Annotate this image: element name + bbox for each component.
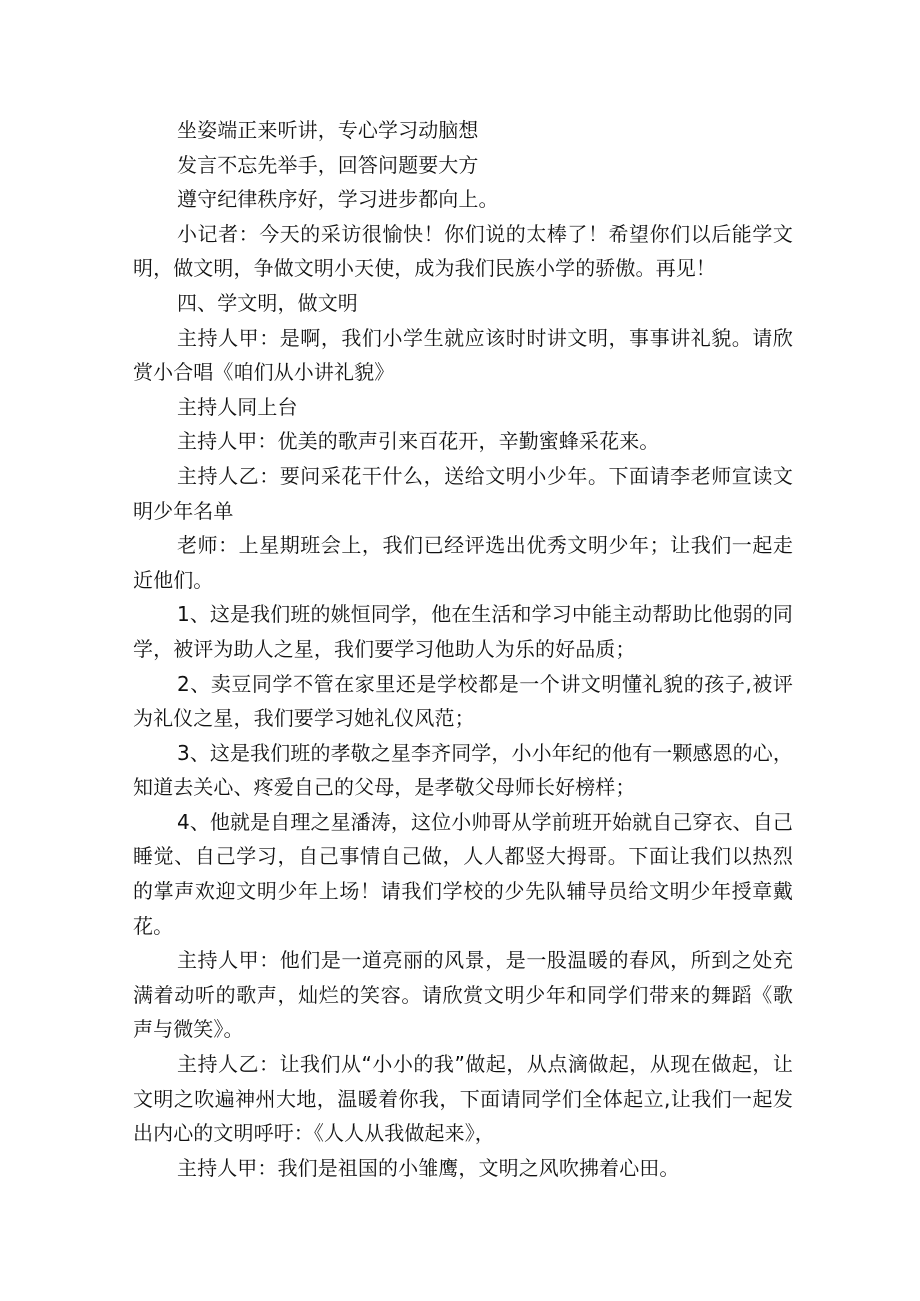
paragraph-rhyme-line-2: 发言不忘先举手，回答问题要大方 [177,152,479,177]
section-heading: 四、学文明，做文明 [177,290,358,315]
paragraph-star-1: 1、这是我们班的姚恒同学，他在生活和学习中能主动帮助比他弱的同学，被评为助人之星，我们要学习他助人为乐的好品质； [133,602,793,661]
paragraph-rhyme-line-1: 坐姿端正来听讲，专心学习动脑想 [177,118,479,142]
paragraph-host-a-dance: 主持人甲：他们是一道亮丽的风景，是一股温暖的春风，所到之处充满着动听的歌声，灿烂的笑容。请欣赏文明少年和同学们带来的舞蹈《歌声与微笑》。 [133,948,793,1042]
paragraph-star-2: 2、卖豆同学不管在家里还是学校都是一个讲文明懂礼貌的孩子,被评为礼仪之星，我们要学习她礼仪风范； [133,671,793,731]
paragraph-hosts-on-stage: 主持人同上台 [177,394,298,419]
paragraph-star-3: 3、这是我们班的孝敬之星李齐同学，小小年纪的他有一颗感恩的心，知道去关心、疼爱自己的父母，是孝敬父母师长好榜样； [133,740,793,800]
paragraph-rhyme-line-3: 遵守纪律秩序好，学习进步都向上。 [177,187,499,212]
document-body [133,113,793,1185]
paragraph-star-4: 4、他就是自理之星潘涛，这位小帅哥从学前班开始就自己穿衣、自己睡觉、自己学习，自己事情自己做，人人都竖大拇哥。下面让我们以热烈的掌声欢迎文明少年上场！请我们学校的少先队辅导员给文明少年授章戴花。 [133,809,793,938]
paragraph-host-a-closing: 主持人甲：我们是祖国的小雏鹰，文明之风吹拂着心田。 [177,1155,680,1180]
paragraph-host-a-intro: 主持人甲：是啊，我们小学生就应该时时讲文明，事事讲礼貌。请欣赏小合唱《咱们从小讲礼貌》 [133,325,793,385]
paragraph-reporter-farewell: 小记者：今天的采访很愉快！你们说的太棒了！希望你们以后能学文明，做文明，争做文明小天使，成为我们民族小学的骄傲。再见！ [133,221,793,281]
paragraph-host-b-call: 主持人乙：让我们从“小小的我”做起，从点滴做起，从现在做起，让文明之吹遍神州大地，温暖着你我，下面请同学们全体起立,让我们一起发出内心的文明呼吁：《人人从我做起来》， [133,1052,793,1146]
paragraph-teacher: 老师：上星期班会上，我们已经评选出优秀文明少年；让我们一起走近他们。 [133,533,793,592]
paragraph-host-b-list: 主持人乙：要问采花干什么，送给文明小少年。下面请李老师宣读文明少年名单 [133,463,793,523]
paragraph-host-a-song: 主持人甲：优美的歌声引来百花开，辛勤蜜蜂采花来。 [177,429,660,454]
